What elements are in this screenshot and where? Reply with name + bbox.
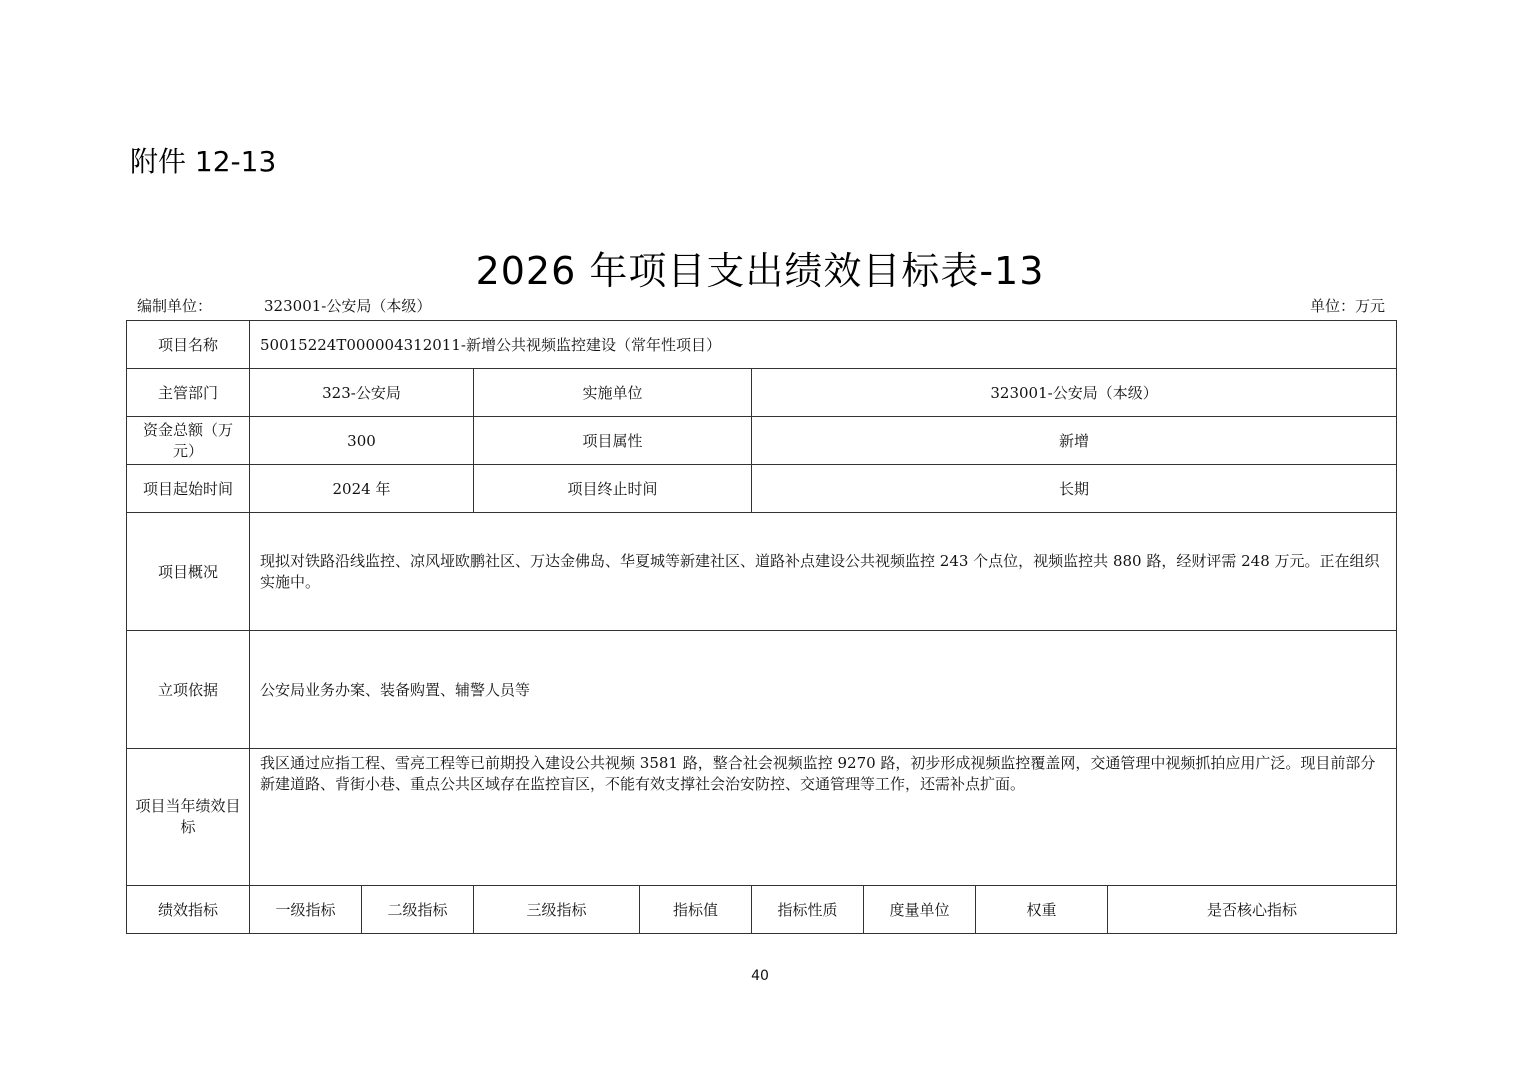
project-name-value: 50015224T000004312011-新增公共视频监控建设（常年性项目）: [250, 321, 1397, 369]
project-name-label: 项目名称: [127, 321, 250, 369]
basis-label: 立项依据: [127, 631, 250, 749]
start-value: 2024 年: [250, 465, 474, 513]
overview-label: 项目概况: [127, 513, 250, 631]
indicator-header: 绩效指标: [127, 886, 250, 934]
row-period: [127, 465, 1397, 513]
attachment-label: 附件 12-13: [130, 145, 277, 178]
compiling-unit-label: 编制单位：: [137, 297, 213, 315]
end-value: 长期: [752, 465, 1397, 513]
impl-label: 实施单位: [474, 369, 752, 417]
compiling-unit: [137, 295, 431, 316]
compiling-unit-value: 323001-公安局（本级）: [264, 297, 432, 315]
start-label: 项目起始时间: [127, 465, 250, 513]
row-funding: [127, 417, 1397, 465]
indicator-header: 指标性质: [752, 886, 864, 934]
indicator-header: 是否核心指标: [1108, 886, 1397, 934]
indicator-header: 度量单位: [864, 886, 976, 934]
row-basis: [127, 631, 1397, 749]
overview-text: 现拟对铁路沿线监控、凉风垭欧鹏社区、万达金佛岛、华夏城等新建社区、道路补点建设公共视频监控 243 个点位，视频监控共 880 路，经财评需 248 万元。正在组织实施中。: [250, 513, 1397, 631]
goal-label: 项目当年绩效目标: [127, 749, 250, 886]
row-overview: [127, 513, 1397, 631]
impl-value: 323001-公安局（本级）: [752, 369, 1397, 417]
indicator-header: 三级指标: [474, 886, 640, 934]
performance-target-table: [126, 320, 1397, 934]
row-project-name: [127, 321, 1397, 369]
attr-value: 新增: [752, 417, 1397, 465]
goal-text: 我区通过应指工程、雪亮工程等已前期投入建设公共视频 3581 路，整合社会视频监控 9270 路，初步形成视频监控覆盖网，交通管理中视频抓拍应用广泛。现目前部分新建道路、背街小巷、重点公共区域存在监控盲区，不能有效支撑社会治安防控、交通管理等工作，还需补点扩面。: [250, 749, 1397, 886]
dept-value: 323-公安局: [250, 369, 474, 417]
page-title: 2026 年项目支出绩效目标表-13: [475, 249, 1045, 293]
row-indicator-headers: [127, 886, 1397, 934]
indicator-header: 二级指标: [362, 886, 474, 934]
row-annual-goal: [127, 749, 1397, 886]
attr-label: 项目属性: [474, 417, 752, 465]
end-label: 项目终止时间: [474, 465, 752, 513]
basis-text: 公安局业务办案、装备购置、辅警人员等: [250, 631, 1397, 749]
fund-label: 资金总额（万元）: [127, 417, 250, 465]
page-number: 40: [751, 968, 769, 984]
indicator-header: 指标值: [640, 886, 752, 934]
indicator-header: 权重: [976, 886, 1108, 934]
row-department: [127, 369, 1397, 417]
currency-unit: 单位：万元: [1309, 297, 1385, 315]
fund-value: 300: [250, 417, 474, 465]
dept-label: 主管部门: [127, 369, 250, 417]
indicator-header: 一级指标: [250, 886, 362, 934]
